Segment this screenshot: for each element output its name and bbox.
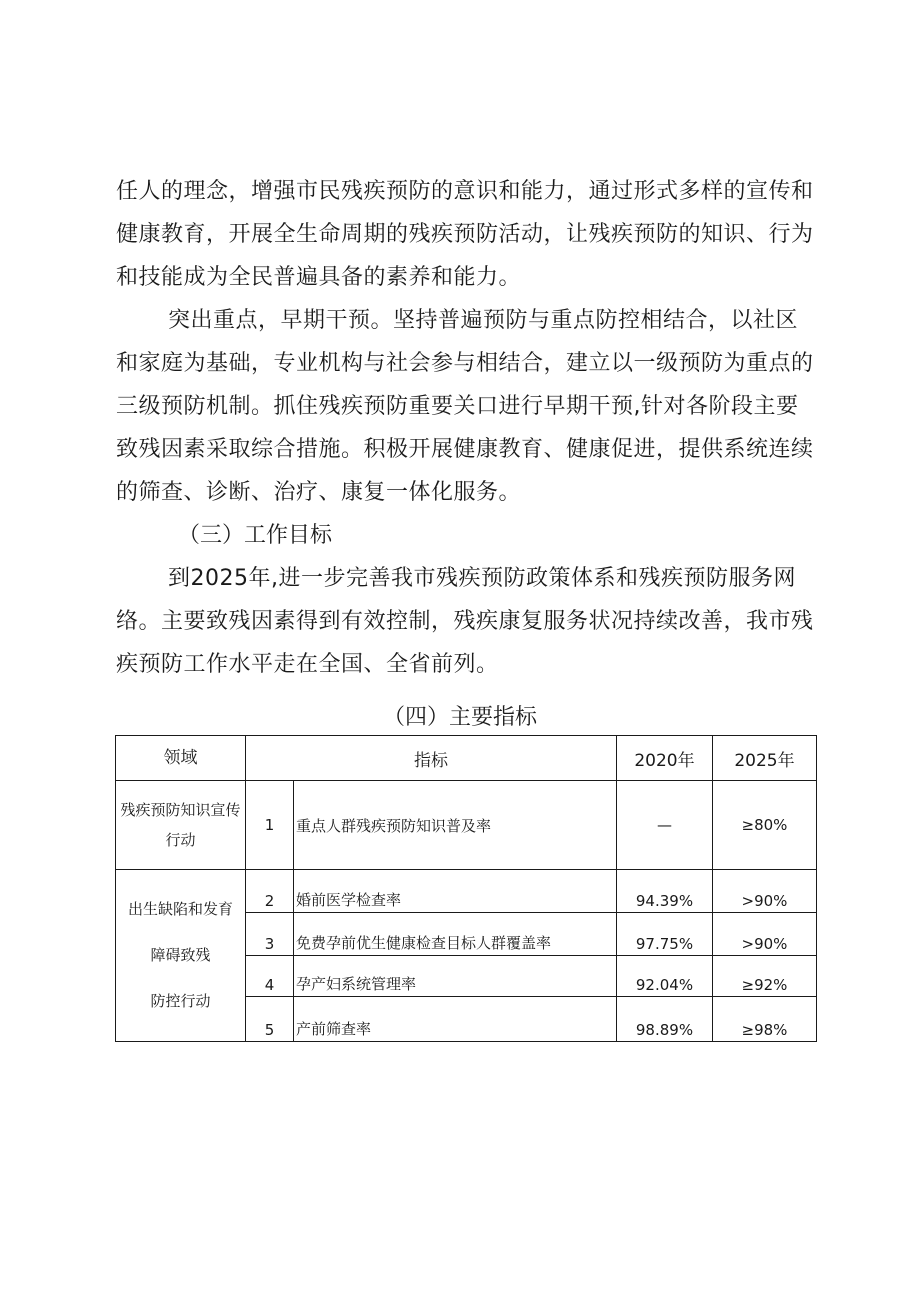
row-number: 5 — [246, 997, 294, 1042]
indicator-cell: 产前筛查率 — [294, 997, 617, 1042]
value-2025-cell: ≥98% — [713, 997, 817, 1042]
value-2025-cell: ≥80% — [713, 781, 817, 870]
paragraph-philosophy: 任人的理念，增强市民残疾预防的意识和能力，通过形式多样的宣传和健康教育，开展全生命周期的残疾预防活动，让残疾预防的知识、行为和技能成为全民普遍具备的素养和能力。 — [116, 179, 814, 290]
header-2020: 2020年 — [617, 736, 713, 781]
domain-cell-awareness: 残疾预防知识宣传行动 — [116, 781, 246, 870]
paragraph-focus-early-intervention: 突出重点，早期干预。坚持普遍预防与重点防控相结合，以社区和家庭为基础，专业机构与社会参与相结合，建立以一级预防为重点的三级预防机制。抓住残疾预防重要关口进行早期干预,针对各阶段主要致残因素采取综合措施。积极开展健康教育、健康促进，提供系统连续的筛查、诊断、治疗、康复一体化服务。 — [116, 308, 814, 505]
section-heading-work-goals: （三）工作目标 — [178, 523, 333, 548]
header-indicator: 指标 — [246, 736, 617, 781]
indicator-cell: 孕产妇系统管理率 — [294, 956, 617, 997]
table-title: （四）主要指标 — [382, 705, 537, 730]
table-row — [116, 781, 817, 870]
row-number: 4 — [246, 956, 294, 997]
value-2025-cell: >90% — [713, 913, 817, 956]
row-number: 3 — [246, 913, 294, 956]
value-2020-cell: — — [617, 781, 713, 870]
value-2020-cell: 98.89% — [617, 997, 713, 1042]
value-2020-cell: 92.04% — [617, 956, 713, 997]
domain-line: 出生缺陷和发育 — [127, 899, 233, 918]
header-domain: 领域 — [116, 736, 246, 781]
value-2020-cell: 94.39% — [617, 870, 713, 913]
indicator-cell: 免费孕前优生健康检查目标人群覆盖率 — [294, 913, 617, 956]
row-number: 1 — [246, 781, 294, 870]
table-row — [116, 870, 817, 913]
indicator-cell: 重点人群残疾预防知识普及率 — [294, 781, 617, 870]
domain-line: 障碍致残 — [150, 945, 211, 964]
value-2025-cell: >90% — [713, 870, 817, 913]
indicators-table — [115, 735, 817, 1042]
paragraph-goals: 到2025年,进一步完善我市残疾预防政策体系和残疾预防服务网络。主要致残因素得到有效控制，残疾康复服务状况持续改善，我市残疾预防工作水平走在全国、全省前列。 — [116, 566, 814, 677]
domain-line: 防控行动 — [150, 991, 211, 1010]
value-2025-cell: ≥92% — [713, 956, 817, 997]
row-number: 2 — [246, 870, 294, 913]
table-header-row — [116, 736, 817, 781]
header-2025: 2025年 — [713, 736, 817, 781]
domain-cell-birth-defects — [116, 870, 246, 1042]
value-2020-cell: 97.75% — [617, 913, 713, 956]
indicator-cell: 婚前医学检查率 — [294, 870, 617, 913]
